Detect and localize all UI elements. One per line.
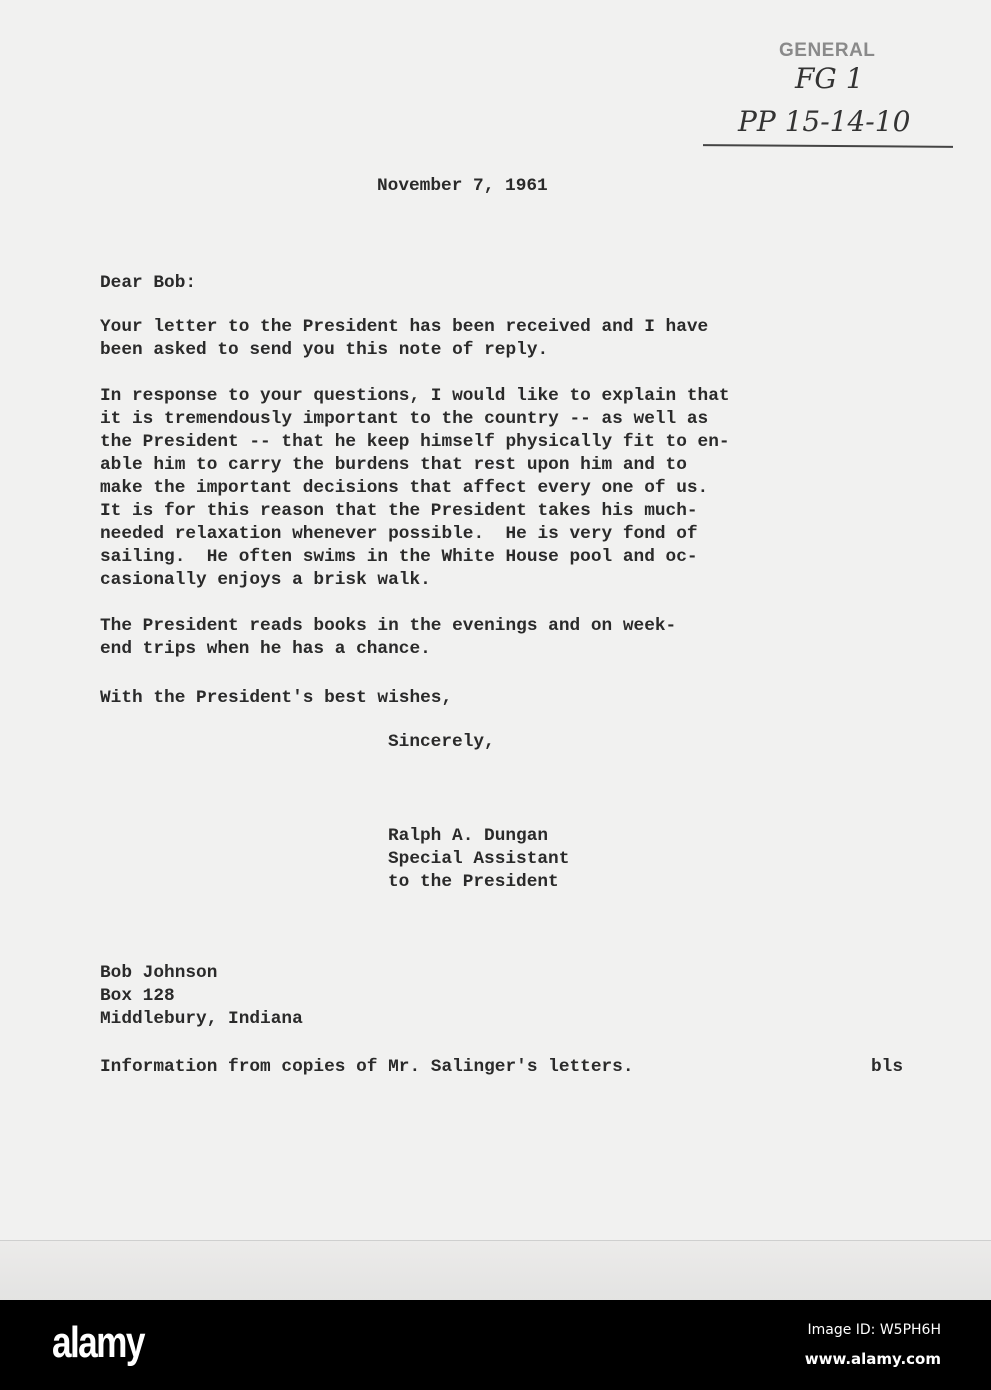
text-line: able him to carry the burdens that rest upon him and to [100,455,687,475]
recipient-name: Bob Johnson [100,963,218,983]
signer-name: Ralph A. Dungan [388,826,549,846]
text-line: needed relaxation whenever possible. He is very fond of [100,524,698,544]
watermark-banner [0,1300,991,1390]
typist-initials: bls [871,1057,904,1077]
general-stamp: GENERAL [779,40,876,61]
signer-title-2: to the President [388,872,559,892]
file-code-fg: FG 1 [795,62,864,95]
information-note: Information from copies of Mr. Salinger's letters. [100,1057,634,1077]
text-line: the President -- that he keep himself physically fit to en- [100,432,730,452]
text-line: casionally enjoys a brisk walk. [100,570,431,590]
text-line: In response to your questions, I would like to explain that [100,386,730,406]
alamy-logo: alamy [52,1318,144,1367]
text-line: Your letter to the President has been received and I have [100,317,709,337]
closing: Sincerely, [388,732,495,752]
text-line: end trips when he has a chance. [100,639,431,659]
signer-title: Special Assistant [388,849,570,869]
salutation: Dear Bob: [100,273,197,293]
site-url: www.alamy.com [804,1350,941,1368]
recipient-city: Middlebury, Indiana [100,1009,303,1029]
text-line: sailing. He often swims in the White House pool and oc- [100,547,698,567]
text-line: The President reads books in the evenings and on week- [100,616,677,636]
text-line: been asked to send you this note of reply. [100,340,549,360]
letter-date: November 7, 1961 [377,176,548,196]
file-code-pp: PP 15-14-10 [738,105,911,138]
wishes-line: With the President's best wishes, [100,688,453,708]
text-line: make the important decisions that affect every one of us. [100,478,709,498]
page-bottom-edge [0,1240,991,1301]
recipient-box: Box 128 [100,986,175,1006]
text-line: It is for this reason that the President takes his much- [100,501,698,521]
image-id: Image ID: W5PH6H [807,1322,941,1338]
text-line: it is tremendously important to the country -- as well as [100,409,709,429]
